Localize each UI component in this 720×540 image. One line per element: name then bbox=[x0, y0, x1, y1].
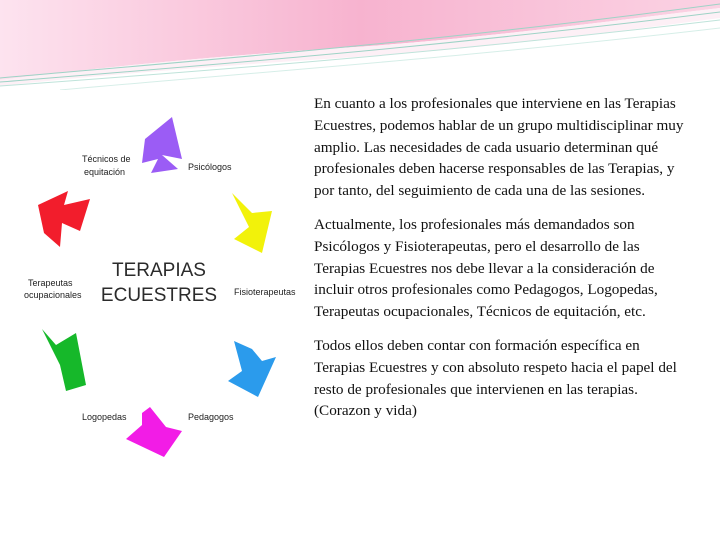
diagram-panel bbox=[20, 95, 304, 472]
arrow-logopedas bbox=[126, 407, 182, 457]
paragraph-3: Todos ellos deben contar con formación específica en Terapias Ecuestres y con absoluto respeto hacia el papel del resto de profesionales que intervienen en las terapias. (Corazon y vida) bbox=[314, 336, 677, 420]
center-title-line1: TERAPIAS bbox=[112, 260, 206, 281]
arrow-pedagogos bbox=[228, 341, 276, 397]
arrow-psicologos bbox=[142, 117, 182, 173]
paragraph-2: Actualmente, los profesionales más demandados son Psicólogos y Fisioterapeutas, pero el desarrollo de las Terapias Ecuestres nos debe llevar a la consideración de incluir otros profesionales como Pedagogos, Logopedas, Terapeutas ocupacionales, Técnicos de equitación, etc. bbox=[314, 215, 658, 321]
text-column bbox=[314, 93, 694, 434]
cycle-diagram bbox=[20, 95, 304, 472]
node-label-psicologos: Psicólogos bbox=[188, 162, 232, 172]
node-label-tecnicos-1: Técnicos de bbox=[82, 154, 131, 164]
node-label-terapeutas-1: Terapeutas bbox=[28, 278, 73, 288]
paragraph-1: En cuanto a los profesionales que interviene en las Terapias Ecuestres, podemos hablar de un grupo multidisciplinar muy amplio. Las necesidades de cada usuario determinan qué profesionales deben hacerse responsables de las Terapias, y por tanto, del seguimiento de cada una de las sesiones. bbox=[314, 95, 684, 200]
node-label-terapeutas-2: ocupacionales bbox=[24, 290, 82, 300]
node-label-fisioterapeutas: Fisioterapeutas bbox=[234, 287, 296, 297]
node-label-tecnicos-2: equitación bbox=[84, 167, 126, 177]
arrow-terapeutas bbox=[42, 329, 86, 391]
node-label-pedagogos: Pedagogos bbox=[188, 412, 234, 422]
arrow-tecnicos bbox=[38, 191, 90, 247]
center-title-line2: ECUESTRES bbox=[100, 285, 218, 306]
decorative-banner bbox=[0, 0, 720, 90]
node-label-logopedas: Logopedas bbox=[82, 412, 127, 422]
arrow-fisioterapeutas bbox=[232, 193, 272, 253]
